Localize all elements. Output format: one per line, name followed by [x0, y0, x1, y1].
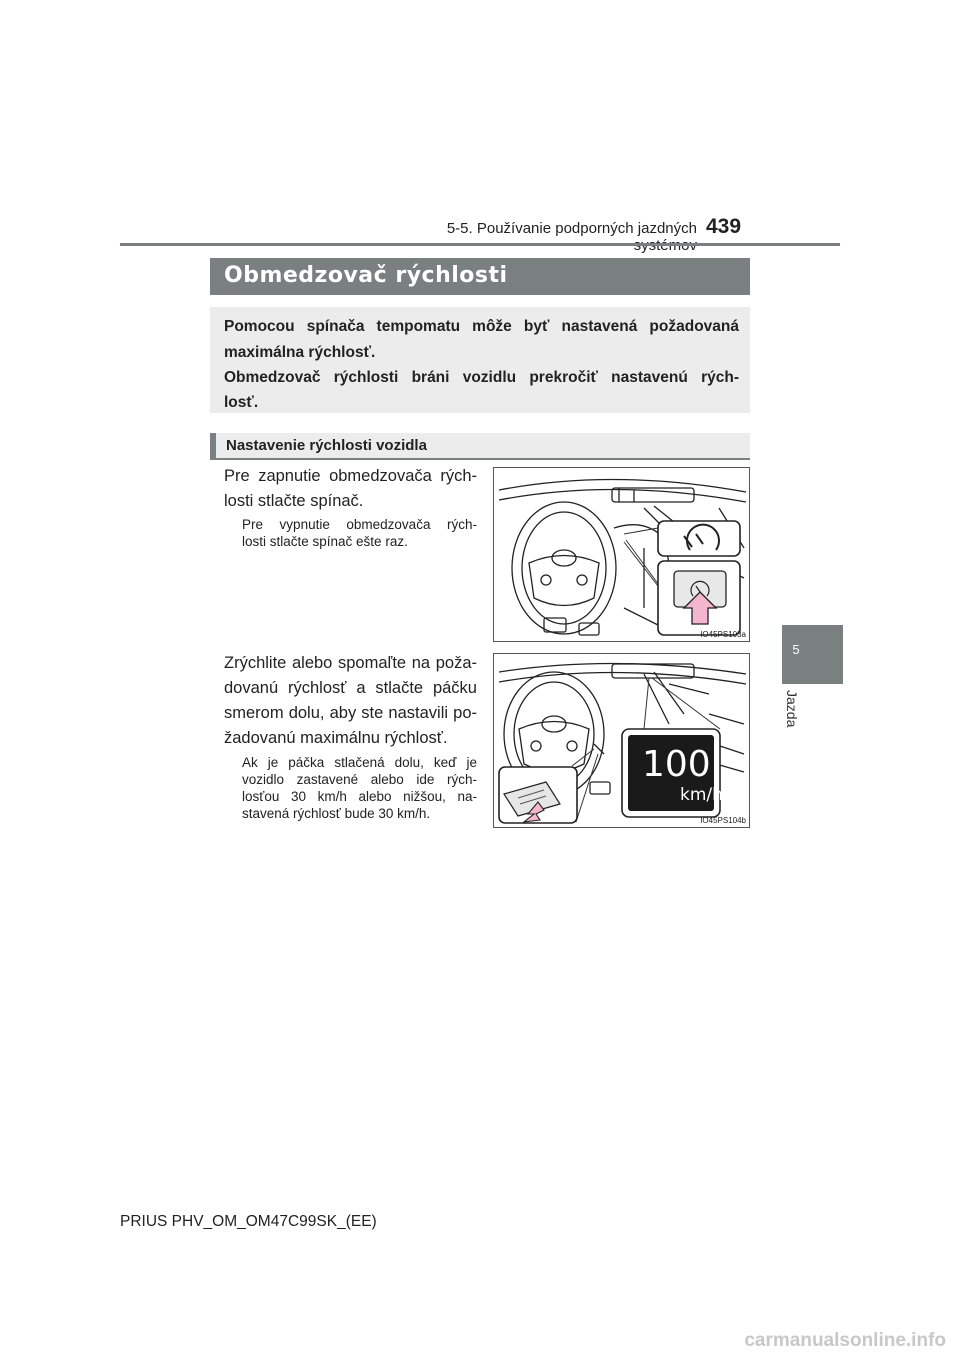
- subsection-marker: [210, 433, 216, 460]
- figure-code-1: IO45PS103a: [700, 630, 746, 639]
- step2-note-line-1: Ak je páčka stlačená dolu, keď je: [242, 755, 477, 770]
- watermark: carmanualsonline.info: [744, 1330, 946, 1351]
- intro-line-4: losť.: [224, 394, 259, 411]
- intro-box: [210, 307, 750, 413]
- step1-note-line-2: losti stlačte spínač ešte raz.: [242, 534, 408, 549]
- intro-line-1: Pomocou spínača tempomatu môže byť nastavená požadovaná: [224, 318, 739, 335]
- set-speed-value: 100: [642, 744, 711, 785]
- step2-line-2: dovanú rýchlosť a stlačte páčku: [224, 679, 477, 697]
- header-section-title: 5-5. Používanie podporných jazdných: [446, 220, 697, 237]
- intro-line-2: maximálna rýchlosť.: [224, 344, 376, 361]
- step2-note-line-2: vozidlo zastavené alebo ide rých-: [242, 772, 477, 787]
- footer-document-code: PRIUS PHV_OM_OM47C99SK_(EE): [120, 1213, 377, 1230]
- step1-line-1: Pre zapnutie obmedzovača rých-: [224, 467, 477, 485]
- lever-illustration: [494, 654, 749, 827]
- subsection-title: Nastavenie rýchlosti vozidla: [226, 437, 427, 454]
- intro-line-3: Obmedzovač rýchlosti bráni vozidlu prekročiť nastavenú rých-: [224, 369, 739, 386]
- step1-line-2: losti stlačte spínač.: [224, 492, 364, 510]
- chapter-label: [784, 690, 804, 730]
- step2-line-4: žadovanú maximálnu rýchlosť.: [224, 729, 448, 747]
- header-rule: [120, 243, 840, 246]
- page-title: Obmedzovač rýchlosti: [224, 263, 508, 288]
- chapter-tab-number: 5: [792, 642, 800, 657]
- step2-note-line-4: stavená rýchlosť bude 30 km/h.: [242, 806, 431, 821]
- step2-note-line-3: losťou 30 km/h alebo nižšou, na-: [242, 789, 477, 804]
- figure-set-speed: [493, 653, 750, 828]
- chapter-tab-rule: [842, 625, 843, 684]
- chapter-label-text: Jazda: [784, 690, 800, 728]
- set-speed-unit: km/h: [680, 785, 723, 805]
- figure-code-2: IO45PS104b: [700, 816, 746, 825]
- step2-line-3: smerom dolu, aby ste nastavili po-: [224, 704, 477, 722]
- dashboard-illustration: [494, 468, 749, 641]
- subsection-header: [210, 433, 750, 460]
- step1-note-line-1: Pre vypnutie obmedzovača rých-: [242, 517, 477, 532]
- step2-line-1: Zrýchlite alebo spomaľte na poža-: [224, 654, 477, 672]
- page-number: 439: [706, 215, 742, 238]
- figure-limiter-switch: [493, 467, 750, 642]
- title-bar: [210, 258, 750, 295]
